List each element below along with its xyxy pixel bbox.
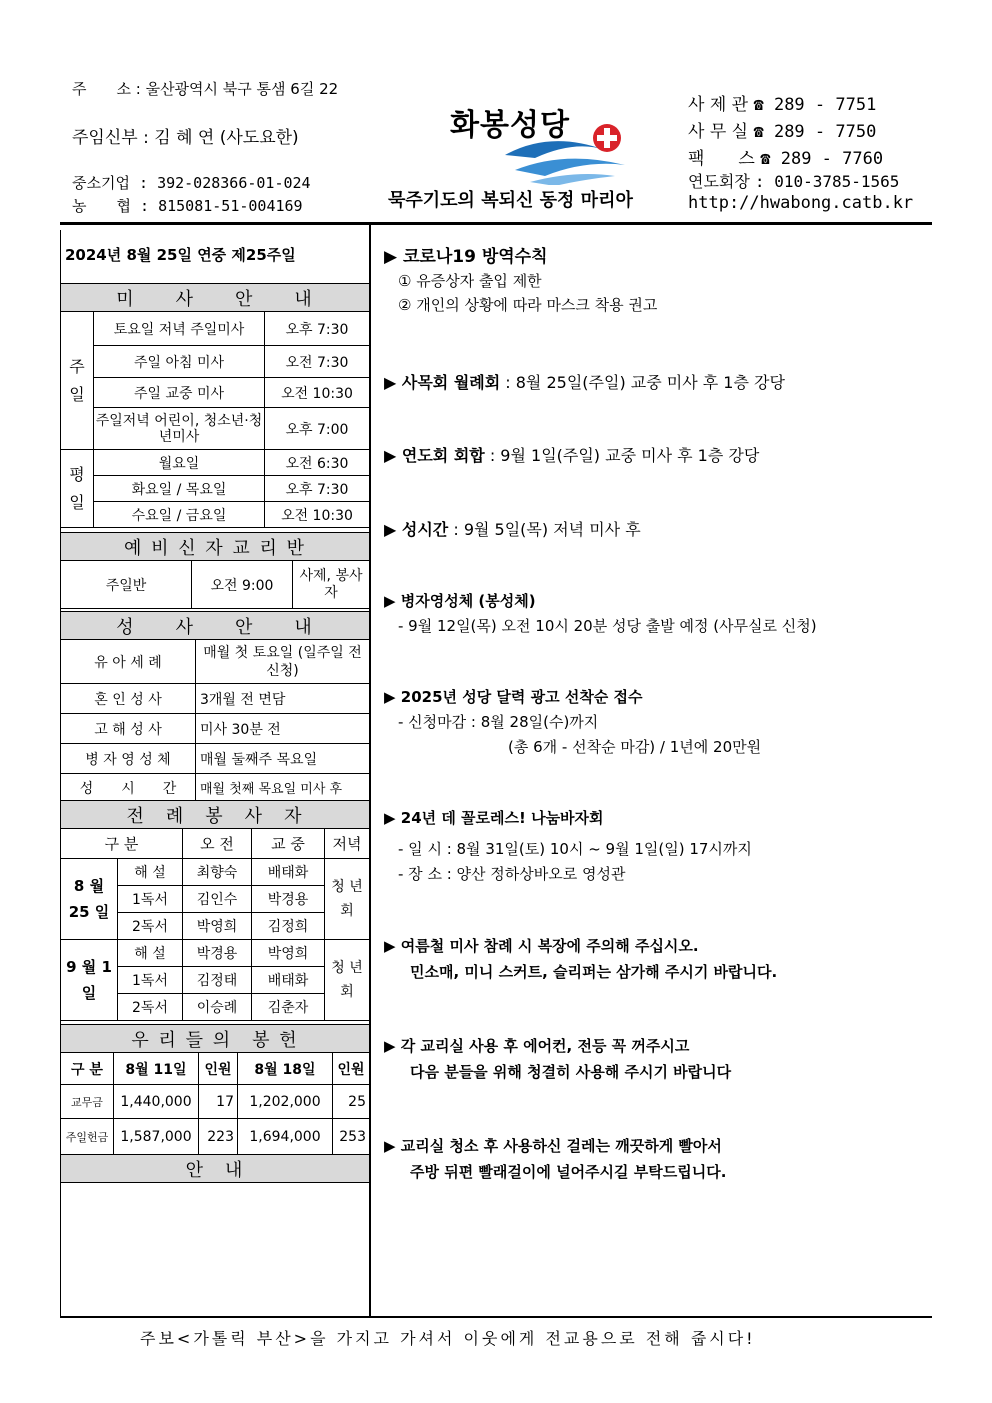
mass-name: 주일저녁 어린이, 청소년·청년미사 bbox=[94, 408, 265, 450]
liturgy-am: 박경용 bbox=[183, 940, 252, 967]
liturgy-role: 2독서 bbox=[118, 913, 183, 940]
offering-header: 구 분 bbox=[61, 1053, 114, 1085]
offering-count: 25 bbox=[333, 1085, 370, 1119]
mass-name: 토요일 저녁 주일미사 bbox=[94, 312, 265, 346]
notice-calendar-line: - 신청마감 : 8월 28일(수)까지 bbox=[398, 713, 599, 731]
liturgy-role: 1독서 bbox=[118, 967, 183, 994]
liturgy-date: 9 월 1 일 bbox=[61, 940, 118, 1021]
church-logo-icon bbox=[495, 110, 645, 185]
liturgy-am: 이승례 bbox=[183, 994, 252, 1021]
mass-time: 오후 7:00 bbox=[265, 408, 370, 450]
contact-fax: 팩 스 ☎ 289 - 7760 bbox=[688, 149, 884, 169]
account-line-2: 농 협 : 815081-51-004169 bbox=[72, 197, 303, 215]
address-line: 주 소 : 울산광역시 북구 통샘 6길 22 bbox=[72, 80, 339, 98]
bottom-rule bbox=[60, 1316, 932, 1318]
catechumen-time: 오전 9:00 bbox=[192, 561, 293, 609]
notices bbox=[384, 240, 944, 1200]
notice-cleaning-line: ▶ 교리실 청소 후 사용하신 걸레는 깨끗하게 빨아서 bbox=[384, 1137, 722, 1155]
sacrament-value: 매월 첫째 목요일 미사 후 bbox=[196, 774, 370, 802]
offering-value: 1,587,000 bbox=[114, 1119, 199, 1155]
mass-time: 오전 10:30 bbox=[265, 502, 370, 528]
liturgy-header: 구 분 bbox=[61, 829, 183, 859]
account-line-1: 중소기업 : 392-028366-01-024 bbox=[72, 174, 311, 192]
date-line: 2024년 8월 25일 연중 제25주일 bbox=[65, 246, 296, 264]
liturgy-header: 저녁 bbox=[325, 829, 370, 859]
notice-classroom-line: ▶ 각 교리실 사용 후 에어컨, 전등 꼭 꺼주시고 bbox=[384, 1037, 690, 1055]
notice-holy-hour: ▶ 성시간 : 9월 5일(목) 저녁 미사 후 bbox=[384, 520, 641, 539]
liturgy-title: 전 례 봉 사 자 bbox=[61, 801, 370, 829]
contact-rectory: 사 제 관 ☎ 289 - 7751 bbox=[688, 95, 877, 115]
sacrament-name: 고 해 성 사 bbox=[61, 714, 196, 744]
sacrament-name: 혼 인 성 사 bbox=[61, 684, 196, 714]
contact-office: 사 무 실 ☎ 289 - 7750 bbox=[688, 122, 877, 142]
notice-dress-line: 민소매, 미니 스커트, 슬리퍼는 삼가해 주시기 바랍니다. bbox=[410, 963, 778, 981]
offering-title: 우 리 들 의 봉 헌 bbox=[61, 1025, 370, 1053]
notice-dress-line: ▶ 여름철 미사 참례 시 복장에 주의해 주십시오. bbox=[384, 937, 699, 955]
notice-sick-communion-text: - 9월 12일(목) 오전 10시 20분 성당 출발 예정 (사무실로 신청) bbox=[398, 617, 817, 635]
offering-header: 8월 18일 bbox=[238, 1053, 333, 1085]
liturgy-am: 최향숙 bbox=[183, 859, 252, 886]
church-name: 화봉성당 bbox=[450, 108, 570, 143]
sacrament-name: 유 아 세 례 bbox=[61, 640, 196, 684]
liturgy-main: 김정희 bbox=[252, 913, 325, 940]
mass-name: 주일 교중 미사 bbox=[94, 378, 265, 408]
sacrament-value: 미사 30분 전 bbox=[196, 714, 370, 744]
contact-prayer-president: 연도회장 : 010-3785-1565 bbox=[688, 172, 900, 191]
offering-count: 17 bbox=[199, 1085, 238, 1119]
notice-pastoral-council: ▶ 사목회 월례회 : 8월 25일(주일) 교중 미사 후 1층 강당 bbox=[384, 373, 785, 392]
notice-covid-item: ① 유증상자 출입 제한 bbox=[398, 272, 542, 290]
liturgy-main: 박경용 bbox=[252, 886, 325, 913]
mass-time: 오전 7:30 bbox=[265, 346, 370, 378]
weekday-label: 평 일 bbox=[61, 450, 94, 528]
liturgy-evening: 청 년 회 bbox=[325, 940, 370, 1021]
liturgy-am: 김인수 bbox=[183, 886, 252, 913]
sacrament-value: 매월 둘째주 목요일 bbox=[196, 744, 370, 774]
mass-time: 오전 10:30 bbox=[265, 378, 370, 408]
notice-cleaning-line: 주방 뒤편 빨래걸이에 널어주시길 부탁드립니다. bbox=[410, 1163, 727, 1181]
offering-table bbox=[60, 1024, 370, 1183]
offering-name: 교무금 bbox=[61, 1085, 114, 1119]
sacrament-value: 매월 첫 토요일 (일주일 전 신청) bbox=[196, 640, 370, 684]
offering-header: 8월 11일 bbox=[114, 1053, 199, 1085]
liturgy-header: 교 중 bbox=[252, 829, 325, 859]
catechumen-table bbox=[60, 532, 370, 609]
sacrament-name: 성 시 간 bbox=[61, 774, 196, 802]
offering-count: 223 bbox=[199, 1119, 238, 1155]
notice-bazaar-title: ▶ 24년 데 꼴로레스! 나눔바자회 bbox=[384, 809, 604, 827]
notice-classroom-line: 다음 분들을 위해 청결히 사용해 주시기 바랍니다 bbox=[410, 1063, 732, 1081]
notice-prayer-meeting: ▶ 연도회 회합 : 9월 1일(주일) 교중 미사 후 1층 강당 bbox=[384, 446, 760, 465]
mass-name: 수요일 / 금요일 bbox=[94, 502, 265, 528]
catechumen-name: 주일반 bbox=[61, 561, 192, 609]
liturgy-role: 2독서 bbox=[118, 994, 183, 1021]
liturgy-role: 해 설 bbox=[118, 859, 183, 886]
notice-covid-item: ② 개인의 상황에 따라 마스크 착용 권고 bbox=[398, 296, 658, 314]
liturgy-evening: 청 년 회 bbox=[325, 859, 370, 940]
liturgy-am: 박영희 bbox=[183, 913, 252, 940]
mass-time: 오전 6:30 bbox=[265, 450, 370, 476]
footer-text: 주보<가톨릭 부산>을 가지고 가셔서 이웃에게 전교용으로 전해 줍시다! bbox=[140, 1329, 756, 1348]
notice-covid-title: ▶ 코로나19 방역수칙 bbox=[384, 247, 548, 267]
mass-name: 주일 아침 미사 bbox=[94, 346, 265, 378]
liturgy-role: 해 설 bbox=[118, 940, 183, 967]
liturgy-main: 배태화 bbox=[252, 967, 325, 994]
liturgy-role: 1독서 bbox=[118, 886, 183, 913]
liturgy-am: 김정태 bbox=[183, 967, 252, 994]
catechumen-who: 사제, 봉사자 bbox=[293, 561, 370, 609]
liturgy-header: 오 전 bbox=[183, 829, 252, 859]
sacrament-title: 성 사 안 내 bbox=[61, 612, 370, 640]
catechumen-title: 예 비 신 자 교 리 반 bbox=[61, 533, 370, 561]
top-rule bbox=[60, 222, 932, 225]
offering-name: 주일헌금 bbox=[61, 1119, 114, 1155]
notice-bazaar-line: - 일 시 : 8월 31일(토) 10시 ~ 9월 1일(일) 17시까지 bbox=[398, 840, 752, 858]
notice-bazaar-line: - 장 소 : 양산 정하상바오로 영성관 bbox=[398, 865, 626, 883]
liturgy-main: 박영희 bbox=[252, 940, 325, 967]
mass-table bbox=[60, 283, 370, 528]
offering-value: 1,202,000 bbox=[238, 1085, 333, 1119]
offering-header: 인원 bbox=[333, 1053, 370, 1085]
notice-calendar-title: ▶ 2025년 성당 달력 광고 선착순 접수 bbox=[384, 688, 643, 706]
sacrament-table bbox=[60, 611, 370, 802]
liturgy-main: 김춘자 bbox=[252, 994, 325, 1021]
pastor-line: 주임신부 : 김 혜 연 (사도요한) bbox=[72, 128, 299, 148]
mass-name: 월요일 bbox=[94, 450, 265, 476]
mass-time: 오후 7:30 bbox=[265, 312, 370, 346]
mass-time: 오후 7:30 bbox=[265, 476, 370, 502]
notice-title: 안 내 bbox=[61, 1155, 370, 1183]
liturgy-main: 배태화 bbox=[252, 859, 325, 886]
patron-name: 묵주기도의 복되신 동정 마리아 bbox=[388, 190, 633, 211]
mass-title: 미 사 안 내 bbox=[61, 284, 370, 312]
liturgy-date: 8 월 25 일 bbox=[61, 859, 118, 940]
mass-name: 화요일 / 목요일 bbox=[94, 476, 265, 502]
notice-calendar-line: (총 6개 - 선착순 마감) / 1년에 20만원 bbox=[508, 738, 762, 756]
notice-sick-communion-title: ▶ 병자영성체 (봉성체) bbox=[384, 592, 536, 610]
sacrament-value: 3개월 전 면담 bbox=[196, 684, 370, 714]
offering-header: 인원 bbox=[199, 1053, 238, 1085]
sunday-label: 주 일 bbox=[61, 312, 94, 450]
liturgy-table bbox=[60, 800, 370, 1021]
offering-count: 253 bbox=[333, 1119, 370, 1155]
offering-value: 1,694,000 bbox=[238, 1119, 333, 1155]
sacrament-name: 병 자 영 성 체 bbox=[61, 744, 196, 774]
offering-value: 1,440,000 bbox=[114, 1085, 199, 1119]
website-link[interactable]: http://hwabong.catb.kr bbox=[688, 193, 914, 213]
